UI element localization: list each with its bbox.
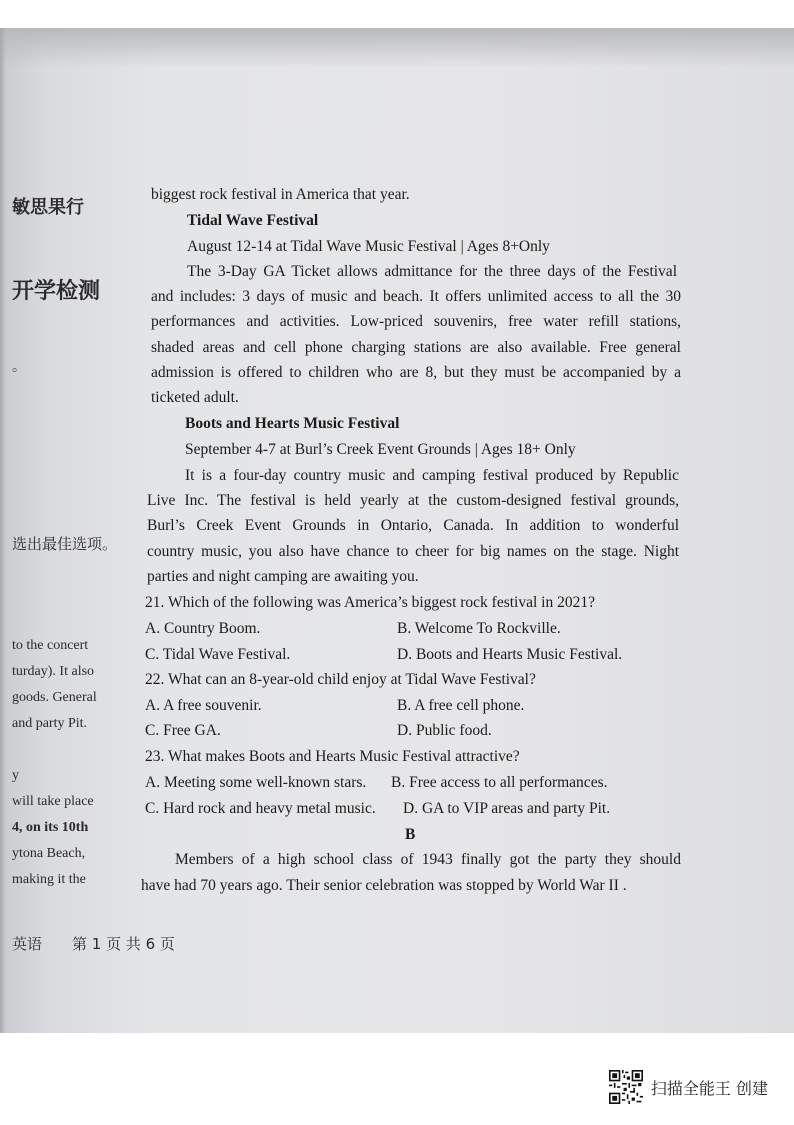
tidal-wave-heading: Tidal Wave Festival xyxy=(187,212,319,229)
question-21-option-a[interactable]: A. Country Boom. xyxy=(145,620,261,637)
question-22-option-a[interactable]: A. A free souvenir. xyxy=(145,697,262,714)
tidal-wave-meta: August 12-14 at Tidal Wave Music Festival | Ages 8+Only xyxy=(187,238,550,255)
tidal-wave-text-line: ticketed adult. xyxy=(151,389,239,406)
boots-hearts-meta: September 4-7 at Burl’s Creek Event Grounds | Ages 18+ Only xyxy=(185,441,576,458)
boots-hearts-text-line: Live Inc. The festival is held yearly at the custom-designed festival grounds, xyxy=(147,492,679,509)
boots-hearts-text-line: parties and night camping are awaiting you. xyxy=(147,568,419,585)
prev-page-instruction: 选出最佳选项。 xyxy=(12,535,118,553)
tidal-wave-text-line: shaded areas and cell phone charging stations are also available. Free general xyxy=(151,339,681,356)
scanned-page-photo xyxy=(0,28,794,1033)
question-21-option-b[interactable]: B. Welcome To Rockville. xyxy=(397,620,561,637)
top-shadow xyxy=(0,28,794,68)
question-23-option-c[interactable]: C. Hard rock and heavy metal music. xyxy=(145,800,376,817)
prev-page-line: ytona Beach, xyxy=(12,846,86,861)
prev-page-line: goods. General xyxy=(12,690,97,705)
boots-hearts-text-line: Burl’s Creek Event Grounds in Ontario, Canada. In addition to wonderful xyxy=(147,517,679,534)
scanner-app-label: 扫描全能王 创建 xyxy=(650,1078,768,1098)
footer-page-number: 第 1 页 共 6 页 xyxy=(72,935,175,953)
tidal-wave-text-line: admission is offered to children who are 8, but they must be accompanied by a xyxy=(151,364,681,381)
question-22-option-b[interactable]: B. A free cell phone. xyxy=(397,697,525,714)
tidal-wave-text-line: The 3-Day GA Ticket allows admittance for the three days of the Festival xyxy=(187,263,677,280)
qr-code-icon xyxy=(609,1070,643,1104)
prev-page-line: and party Pit. xyxy=(12,716,88,731)
tidal-wave-text-line: performances and activities. Low-priced souvenirs, free water refill stations, xyxy=(151,313,681,330)
prev-page-dot: 。 xyxy=(12,360,26,375)
section-b-text-line: Members of a high school class of 1943 finally got the party they should xyxy=(175,851,681,868)
prev-page-line: will take place xyxy=(12,794,94,809)
scanner-watermark xyxy=(609,1069,768,1105)
question-23-option-a[interactable]: A. Meeting some well-known stars. xyxy=(145,774,367,791)
question-23-option-d[interactable]: D. GA to VIP areas and party Pit. xyxy=(403,800,611,817)
footer-subject: 英语 xyxy=(12,935,43,953)
passage-carryover-line: biggest rock festival in America that year. xyxy=(151,186,410,203)
question-22-stem: 22. What can an 8-year-old child enjoy at Tidal Wave Festival? xyxy=(145,671,536,688)
prev-page-title-fragment: 开学检测 xyxy=(12,279,101,304)
section-b-label: B xyxy=(405,826,416,843)
prev-page-line: 4, on its 10th xyxy=(12,820,89,835)
page-binding-edge xyxy=(0,28,6,1033)
prev-page-line: y xyxy=(12,768,19,783)
question-21-option-c[interactable]: C. Tidal Wave Festival. xyxy=(145,646,291,663)
tidal-wave-text-line: and includes: 3 days of music and beach. It offers unlimited access to all the 30 xyxy=(151,288,681,305)
prev-page-line: making it the xyxy=(12,872,86,887)
question-22-option-d[interactable]: D. Public food. xyxy=(397,722,492,739)
prev-page-line: to the concert xyxy=(12,638,89,653)
boots-hearts-text-line: country music, you also have chance to cheer for big names on the stage. Night xyxy=(147,543,679,560)
boots-hearts-heading: Boots and Hearts Music Festival xyxy=(185,415,400,432)
prev-page-header-fragment: 敏思果行 xyxy=(12,197,84,218)
question-21-stem: 21. Which of the following was America’s biggest rock festival in 2021? xyxy=(145,594,595,611)
boots-hearts-text-line: It is a four-day country music and camping festival produced by Republic xyxy=(185,467,679,484)
prev-page-line: turday). It also xyxy=(12,664,95,679)
question-21-option-d[interactable]: D. Boots and Hearts Music Festival. xyxy=(397,646,623,663)
question-23-stem: 23. What makes Boots and Hearts Music Festival attractive? xyxy=(145,748,520,765)
section-b-text-line: have had 70 years ago. Their senior celebration was stopped by World War II . xyxy=(141,877,627,894)
question-23-option-b[interactable]: B. Free access to all performances. xyxy=(391,774,608,791)
question-22-option-c[interactable]: C. Free GA. xyxy=(145,722,221,739)
